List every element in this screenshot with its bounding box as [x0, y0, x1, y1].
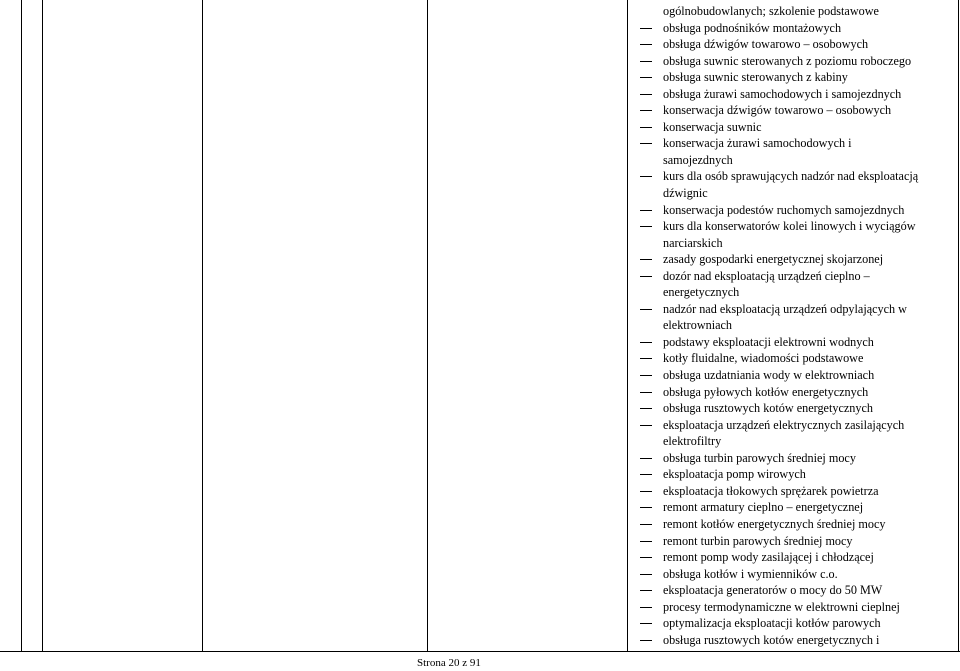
dash-bullet-icon: [640, 77, 652, 78]
list-item: [640, 218, 958, 235]
list-item: [640, 582, 958, 599]
list-item: [640, 268, 958, 285]
dash-bullet-icon: [640, 491, 652, 492]
list-item-text: obsługa rusztowych kotów energetycznych: [663, 401, 873, 416]
list-item-text: nadzór nad eksploatacją urządzeń odpylających w: [663, 301, 907, 316]
dash-bullet-icon: [640, 607, 652, 608]
dash-bullet-icon: [640, 541, 652, 542]
list-item-text: dozór nad eksploatacją urządzeń cieplno –: [663, 268, 870, 283]
dash-bullet-icon: [640, 176, 652, 177]
list-item: [640, 632, 958, 649]
list-item: [640, 450, 958, 467]
table-bottom-border: [0, 651, 960, 652]
list-item-text: elektrowniach: [663, 318, 733, 333]
table-column-border: [427, 0, 428, 651]
list-item: [640, 466, 958, 483]
list-item: [640, 202, 958, 219]
list-item-text: remont turbin parowych średniej mocy: [663, 533, 853, 548]
dash-bullet-icon: [640, 408, 652, 409]
list-item-text: elektrofiltry: [663, 434, 722, 449]
dash-bullet-icon: [640, 358, 652, 359]
list-item: [640, 168, 958, 185]
dash-bullet-icon: [640, 110, 652, 111]
dash-bullet-icon: [640, 276, 652, 277]
table-column-border: [202, 0, 203, 651]
course-list: [640, 3, 958, 648]
list-item: [640, 499, 958, 516]
list-item: [640, 599, 958, 616]
list-item: [640, 317, 958, 334]
dash-bullet-icon: [640, 623, 652, 624]
list-item: [640, 102, 958, 119]
dash-bullet-icon: [640, 259, 652, 260]
list-item-text: remont kotłów energetycznych średniej mocy: [663, 516, 886, 531]
list-item: [640, 615, 958, 632]
list-item-text: obsługa pyłowych kotłów energetycznych: [663, 384, 869, 399]
dash-bullet-icon: [640, 574, 652, 575]
dash-bullet-icon: [640, 226, 652, 227]
list-item: [640, 549, 958, 566]
dash-bullet-icon: [640, 28, 652, 29]
list-item-text: procesy termodynamiczne w elektrowni cieplnej: [663, 599, 900, 614]
list-item-text: zasady gospodarki energetycznej skojarzonej: [663, 252, 884, 267]
dash-bullet-icon: [640, 507, 652, 508]
list-item-text: ogólnobudowlanych; szkolenie podstawowe: [663, 4, 879, 18]
list-item-text: obsługa suwnic sterowanych z poziomu roboczego: [663, 53, 912, 68]
list-item-text: podstawy eksploatacji elektrowni wodnych: [663, 334, 874, 349]
list-item: [640, 3, 958, 20]
dash-bullet-icon: [640, 127, 652, 128]
dash-bullet-icon: [640, 640, 652, 641]
list-item: [640, 384, 958, 401]
list-item-text: remont armatury cieplno – energetycznej: [663, 500, 864, 515]
list-item: [640, 350, 958, 367]
list-item-text: remont pomp wody zasilającej i chłodzącej: [663, 550, 874, 565]
list-item-text: eksploatacja urządzeń elektrycznych zasilających: [663, 417, 905, 432]
dash-bullet-icon: [640, 342, 652, 343]
list-item-text: samojezdnych: [663, 152, 733, 167]
dash-bullet-icon: [640, 94, 652, 95]
dash-bullet-icon: [640, 524, 652, 525]
list-item: [640, 135, 958, 152]
list-item: [640, 334, 958, 351]
dash-bullet-icon: [640, 425, 652, 426]
list-item: [640, 284, 958, 301]
dash-bullet-icon: [640, 143, 652, 144]
list-item-text: eksploatacja pomp wirowych: [663, 467, 806, 482]
list-item: [640, 367, 958, 384]
list-item-text: obsługa turbin parowych średniej mocy: [663, 450, 856, 465]
list-item: [640, 36, 958, 53]
dash-bullet-icon: [640, 44, 652, 45]
list-item: [640, 235, 958, 252]
list-item-text: obsługa rusztowych kotów energetycznych i: [663, 632, 880, 647]
list-item-text: narciarskich: [663, 235, 723, 250]
table-column-border: [42, 0, 43, 651]
dash-bullet-icon: [640, 392, 652, 393]
list-item: [640, 516, 958, 533]
list-item-text: obsługa dźwigów towarowo – osobowych: [663, 37, 869, 52]
list-item: [640, 53, 958, 70]
list-item-text: obsługa uzdatniania wody w elektrowniach: [663, 368, 875, 383]
list-item: [640, 566, 958, 583]
list-item: [640, 483, 958, 500]
list-item-text: kotły fluidalne, wiadomości podstawowe: [663, 351, 864, 366]
dash-bullet-icon: [640, 458, 652, 459]
table-column-border: [21, 0, 22, 651]
table-column-border: [627, 0, 628, 651]
list-item: [640, 400, 958, 417]
list-item-text: dźwignic: [663, 186, 708, 201]
list-item-text: konserwacja żurawi samochodowych i: [663, 136, 852, 151]
list-item: [640, 185, 958, 202]
list-item-text: konserwacja podestów ruchomych samojezdnych: [663, 202, 905, 217]
list-item-text: obsługa podnośników montażowych: [663, 20, 842, 35]
page-number: Strona 20 z 91: [417, 657, 481, 669]
dash-bullet-icon: [640, 309, 652, 310]
list-item-text: konserwacja suwnic: [663, 119, 762, 134]
list-item: [640, 433, 958, 450]
list-item: [640, 86, 958, 103]
list-item: [640, 152, 958, 169]
list-item-text: obsługa suwnic sterowanych z kabiny: [663, 70, 848, 85]
list-item: [640, 417, 958, 434]
list-item-text: energetycznych: [663, 285, 740, 300]
dash-bullet-icon: [640, 61, 652, 62]
list-item: [640, 119, 958, 136]
list-item-text: eksploatacja generatorów o mocy do 50 MW: [663, 583, 883, 598]
dash-bullet-icon: [640, 474, 652, 475]
list-item: [640, 20, 958, 37]
dash-bullet-icon: [640, 557, 652, 558]
list-item-text: kurs dla konserwatorów kolei linowych i wyciągów: [663, 219, 916, 234]
list-item: [640, 301, 958, 318]
dash-bullet-icon: [640, 210, 652, 211]
dash-bullet-icon: [640, 375, 652, 376]
list-item: [640, 533, 958, 550]
list-item-text: obsługa żurawi samochodowych i samojezdnych: [663, 86, 902, 101]
dash-bullet-icon: [640, 590, 652, 591]
list-item: [640, 251, 958, 268]
list-item-text: kurs dla osób sprawujących nadzór nad eksploatacją: [663, 169, 919, 184]
list-item-text: konserwacja dźwigów towarowo – osobowych: [663, 103, 892, 118]
list-item-text: optymalizacja eksploatacji kotłów parowych: [663, 616, 881, 631]
list-item-text: eksploatacja tłokowych sprężarek powietrza: [663, 483, 879, 498]
table-column-border: [958, 0, 959, 651]
list-item: [640, 69, 958, 86]
list-item-text: obsługa kotłów i wymienników c.o.: [663, 566, 838, 581]
